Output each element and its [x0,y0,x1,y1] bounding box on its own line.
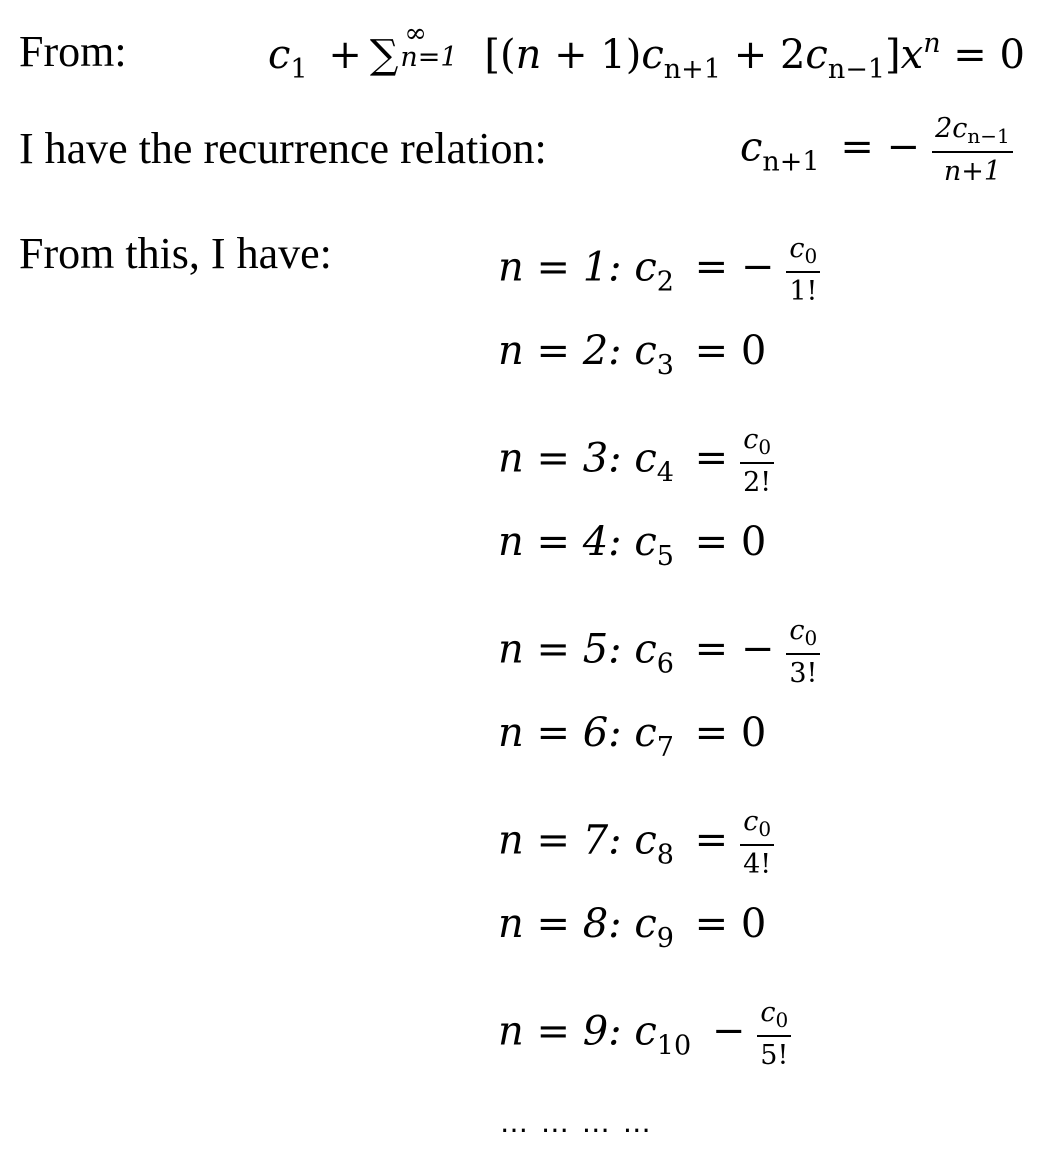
eq-plus-two: + 2 [733,32,806,78]
row-c-sub: 8 [656,839,674,871]
row-rel: = [694,817,729,864]
label-recurrence: I have the recurrence relation: [19,124,547,173]
row-fraction [740,805,774,882]
row-num-text: c [760,997,776,1028]
row-n8 [498,901,774,954]
row-c-sub: 2 [656,266,674,298]
row-n-label: n = 2: [498,328,622,374]
row-num-sub: 0 [804,626,818,650]
row-rel: = − [694,244,775,291]
eq-c2: c [641,32,664,78]
row-num-sub: 0 [758,435,772,459]
row-c-sub: 10 [656,1030,692,1062]
eq-c3: c [805,32,828,78]
row-c-sub: 6 [656,648,674,680]
eq-plus-one: + 1) [554,32,642,78]
eq-c-sub: 1 [290,54,308,85]
row-rel: = 0 [694,710,767,756]
row-num-sub: 0 [804,244,818,268]
row-num [757,996,791,1037]
row-den: 5! [760,1040,789,1071]
row-den: 4! [743,849,772,880]
rec-den: n+1 [943,156,1002,187]
eq-exp: n [923,28,941,59]
row-rel: = 0 [694,519,767,565]
row-n-label: n = 7: [498,817,622,864]
eq-bracket-open: [( [484,32,516,78]
row-c-sub: 9 [656,923,674,954]
recurrence-formula [740,112,1013,189]
ellipsis: … … … … [500,1106,653,1139]
rec-num [932,112,1013,153]
row-c: c [634,1008,657,1055]
row-fraction [786,614,820,691]
row-num-text: c [743,424,759,455]
rec-num-sub: n−1 [967,124,1010,148]
row-den: 3! [789,658,818,689]
row-num [786,232,820,273]
row-c-sub: 3 [656,350,674,381]
eq-n: n [515,32,542,78]
series-equation [268,18,1025,85]
eq-equals-zero: = 0 [953,32,1025,78]
eq-sub-n-plus-1: n+1 [663,54,721,85]
row-rel: = − [694,626,775,673]
row-c-sub: 5 [656,541,674,572]
row-num [740,805,774,846]
rec-eq: = − [840,124,921,171]
eq-x: x [900,32,924,78]
row-num [786,614,820,655]
row-c: c [634,710,657,756]
row-num [740,423,774,464]
row-n-label: n = 5: [498,626,622,673]
eq-bracket-close: ] [885,32,901,78]
row-c: c [634,328,657,374]
sum-symbol: ∑ [369,32,399,78]
row-den: 2! [743,467,772,498]
row-c: c [634,519,657,565]
row-rel: = 0 [694,901,767,947]
row-n-label: n = 6: [498,710,622,756]
row-c: c [634,626,657,673]
row-num-sub: 0 [775,1008,789,1032]
row-n5 [498,614,820,691]
row-c: c [634,901,657,947]
row-num-text: c [789,233,805,264]
row-n4 [498,519,774,572]
row-n-label: n = 3: [498,435,622,482]
row-n6 [498,710,774,763]
row-num-text: c [743,806,759,837]
row-n9 [498,996,791,1073]
row-c-sub: 4 [656,457,674,489]
row-fraction [757,996,791,1073]
sum-lower: n=1 [400,42,458,73]
row-n7 [498,805,774,882]
rec-lhs-sub: n+1 [762,146,820,178]
row-rel: = 0 [694,328,767,374]
row-n-label: n = 1: [498,244,622,291]
eq-sub-n-minus-1: n−1 [827,54,886,85]
eq-plus: + [328,32,362,78]
rec-num-text: 2c [935,113,968,144]
row-n-label: n = 4: [498,519,622,565]
row-num-text: c [789,615,805,646]
row-n3 [498,423,774,500]
row-fraction [740,423,774,500]
row-c-sub: 7 [656,732,674,763]
label-from: From: [19,27,127,76]
sum-limits [400,18,482,73]
row-c: c [634,435,657,482]
row-n2 [498,328,774,381]
row-c: c [634,244,657,291]
eq-c: c [268,32,291,78]
row-c: c [634,817,657,864]
row-rel: − [711,1008,746,1055]
rec-c: c [740,124,763,171]
row-fraction [786,232,820,309]
row-n1 [498,232,820,309]
row-rel: = [694,435,729,482]
row-den: 1! [789,276,818,307]
rec-fraction [932,112,1013,189]
row-n-label: n = 8: [498,901,622,947]
sum-upper: ∞ [404,18,427,49]
row-num-sub: 0 [758,817,772,841]
row-n-label: n = 9: [498,1008,622,1055]
label-from-this: From this, I have: [19,229,332,278]
